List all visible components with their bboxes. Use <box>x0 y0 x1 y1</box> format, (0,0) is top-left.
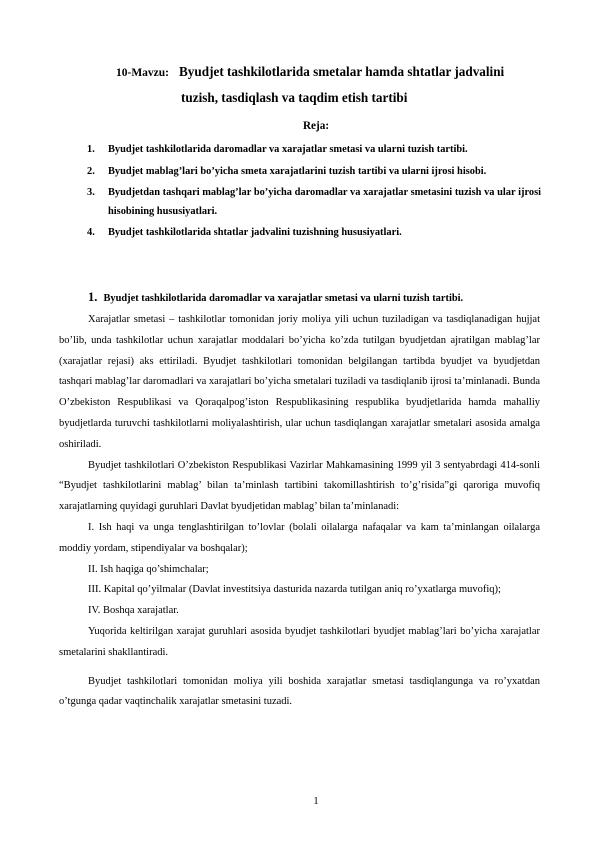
title-line-1 <box>116 64 504 80</box>
paragraph: III. Kapital qo’yilmalar (Davlat investitsiya dasturida nazarda tutilgan aniq ro’yxatlarga muvofiq); <box>88 584 501 596</box>
plan-item <box>87 184 541 221</box>
plan-item-number: 3. <box>87 187 95 199</box>
plan-item <box>87 141 541 160</box>
plan-heading: Reja: <box>302 120 330 132</box>
paragraph: Yuqorida keltirilgan xarajat guruhlari asosida byudjet tashkilotlari byudjet mablag’lari bo’yicha xarajatlar smetalarini shakllantiradi. <box>59 625 540 658</box>
plan-list <box>87 141 541 246</box>
paragraph: Xarajatlar smetasi – tashkilotlar tomonidan joriy moliya yili uchun tuziladigan va tasdiqlanadigan hujjat bo’lib, unda tashkilotlar uchun xarajatlar moddalari bo’yicha ko’zda tutilgan byudjetdan ajratilgan mablag’lar (xarajatlar rejasi) aks ettiriladi. Byudjet tashkilotlari tomonidan belgilangan tartibda byudjet va byudjetdan tashqari mablag’lar daromadlari va xarajatlari bo’yicha smetalari tuziladi va tasdiqlanib ijrosi ta’minlanadi. Bunda O’zbekiston Respublikasi va Qoraqalpog’iston Respublikasining respublika byudjetlarida hamda mahalliy byudjetlarda turuvchi tashkilotlarni moliyalashtirish, ular uchun tasdiqlangan xarajatlar smetalari asosida amalga oshiriladi. <box>59 314 540 450</box>
plan-item <box>87 163 541 182</box>
section-number: 1. <box>88 290 98 304</box>
body-text <box>59 310 540 713</box>
paragraph: IV. Boshqa xarajatlar. <box>88 605 179 617</box>
paragraph: I. Ish haqi va unga tenglashtirilgan to’lovlar (bolali oilalarga nafaqalar va kam ta’minlangan oilalarga moddiy yordam, stipendiyalar va boshqalar); <box>59 521 540 554</box>
plan-item-text: Byudjetdan tashqari mablag’lar bo’yicha daromadlar va xarajatlar smetasini tuzish va ular ijrosi hisobining hususiyatlari. <box>108 187 541 217</box>
plan-item-number: 2. <box>87 165 95 177</box>
plan-item-number: 4. <box>87 227 95 239</box>
paragraph: Byudjet tashkilotlari O’zbekiston Respublikasi Vazirlar Mahkamasining 1999 yil 3 sentyabrdagi 414-sonli “Byudjet tashkilotlarini mablag’ bilan ta’minlash tartibini takomillashtirish to’g’risida”gi qaroriga muvofiq xarajatlarning quyidagi guruhlari Davlat byudjetidan mablag’ bilan ta’minlanadi: <box>59 459 540 513</box>
plan-item <box>87 224 541 243</box>
plan-item-text: Byudjet tashkilotlarida shtatlar jadvalini tuzishning hususiyatlari. <box>108 227 402 239</box>
section-heading <box>88 290 540 305</box>
title-line-2: tuzish, tasdiqlash va taqdim etish tartibi <box>181 90 408 105</box>
paragraph: II. Ish haqiga qo’shimchalar; <box>88 563 209 575</box>
plan-item-number: 1. <box>87 144 95 155</box>
plan-item-text: Byudjet tashkilotlarida daromadlar va xarajatlar smetasi va ularni tuzish tartibi. <box>108 144 468 155</box>
title-text-1: Byudjet tashkilotlarida smetalar hamda shtatlar jadvalini <box>179 64 505 79</box>
plan-item-text: Byudjet mablag’lari bo’yicha smeta xarajatlarini tuzish tartibi va ularni ijrosi hisobi. <box>108 165 487 177</box>
paragraph: Byudjet tashkilotlari tomonidan moliya yili boshida xarajatlar smetasi tasdiqlangunga va ro’yxatdan o’tgunga qadar vaqtinchalik xarajatlar smetasini tuzadi. <box>59 675 540 708</box>
section-title: Byudjet tashkilotlarida daromadlar va xarajatlar smetasi va ularni tuzish tartibi. <box>103 293 464 304</box>
page-number: 1 <box>313 796 319 807</box>
topic-label: 10-Mavzu: <box>116 67 170 79</box>
